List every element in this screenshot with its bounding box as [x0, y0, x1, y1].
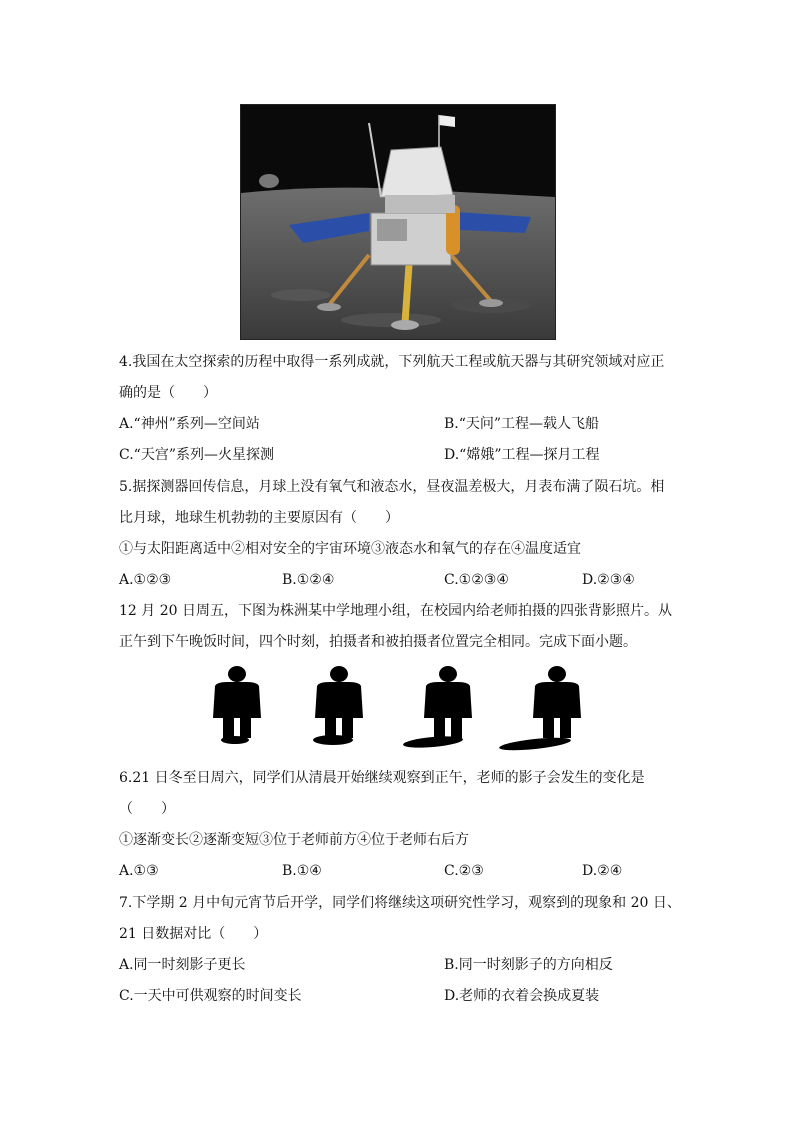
q4-stem-line1: 4.我国在太空探索的历程中取得一系列成就，下列航天工程或航天器与其研究领域对应正: [119, 354, 665, 370]
q7-option-d: D.老师的衣着会换成夏装: [444, 988, 600, 1004]
q6-stem-line1: 6.21 日冬至日周六，同学们从清晨开始继续观察到正午，老师的影子会发生的变化是: [119, 770, 645, 786]
q5-stem-line2: 比月球，地球生机勃勃的主要原因有（ ）: [119, 510, 399, 526]
q6-option-d: D.②④: [582, 863, 623, 879]
q4-option-b: B.“天问”工程—载人飞船: [444, 416, 600, 432]
q5-statements: ①与太阳距离适中②相对安全的宇宙环境③液态水和氧气的存在④温度适宜: [119, 541, 581, 557]
q6-statements: ①逐渐变长②逐渐变短③位于老师前方④位于老师右后方: [119, 832, 469, 848]
silhouette-2: [313, 666, 363, 745]
lunar-lander-photo: [240, 104, 556, 340]
q4-option-d: D.“嫦娥”工程—探月工程: [444, 447, 600, 463]
intro-line1: 12 月 20 日周五，下图为株洲某中学地理小组，在校园内给老师拍摄的四张背影照片。从: [119, 603, 672, 619]
q5-option-b: B.①②④: [282, 572, 335, 588]
q5-stem-line1: 5.据探测器回传信息，月球上没有氧气和液态水，昼夜温差极大，月表布满了陨石坑。相: [119, 479, 665, 495]
q6-option-a: A.①③: [119, 863, 159, 879]
q7-option-c: C.一天中可供观察的时间变长: [119, 988, 302, 1004]
q5-option-d: D.②③④: [582, 572, 635, 588]
q5-option-a: A.①②③: [119, 572, 172, 588]
teacher-silhouettes-figure: [205, 660, 595, 755]
q4-option-a: A.“神州”系列—空间站: [119, 416, 260, 432]
q4-option-c: C.“天宫”系列—火星探测: [119, 447, 274, 463]
q7-option-a: A.同一时刻影子更长: [119, 957, 246, 973]
q5-option-c: C.①②③④: [444, 572, 509, 588]
silhouette-3: [403, 666, 472, 750]
silhouette-4: [499, 666, 581, 753]
silhouette-1: [213, 666, 261, 744]
q7-stem-line2: 21 日数据对比（ ）: [119, 926, 268, 942]
q6-option-b: B.①④: [282, 863, 322, 879]
q6-stem-line2: （ ）: [119, 801, 175, 817]
q4-stem-line2: 确的是（ ）: [119, 385, 217, 401]
intro-line2: 正午到下午晚饭时间，四个时刻，拍摄者和被拍摄者位置完全相同。完成下面小题。: [119, 634, 637, 650]
q7-option-b: B.同一时刻影子的方向相反: [444, 957, 613, 973]
q6-option-c: C.②③: [444, 863, 484, 879]
q7-stem-line1: 7.下学期 2 月中旬元宵节后开学，同学们将继续这项研究性学习，观察到的现象和 20 日、: [119, 895, 681, 911]
